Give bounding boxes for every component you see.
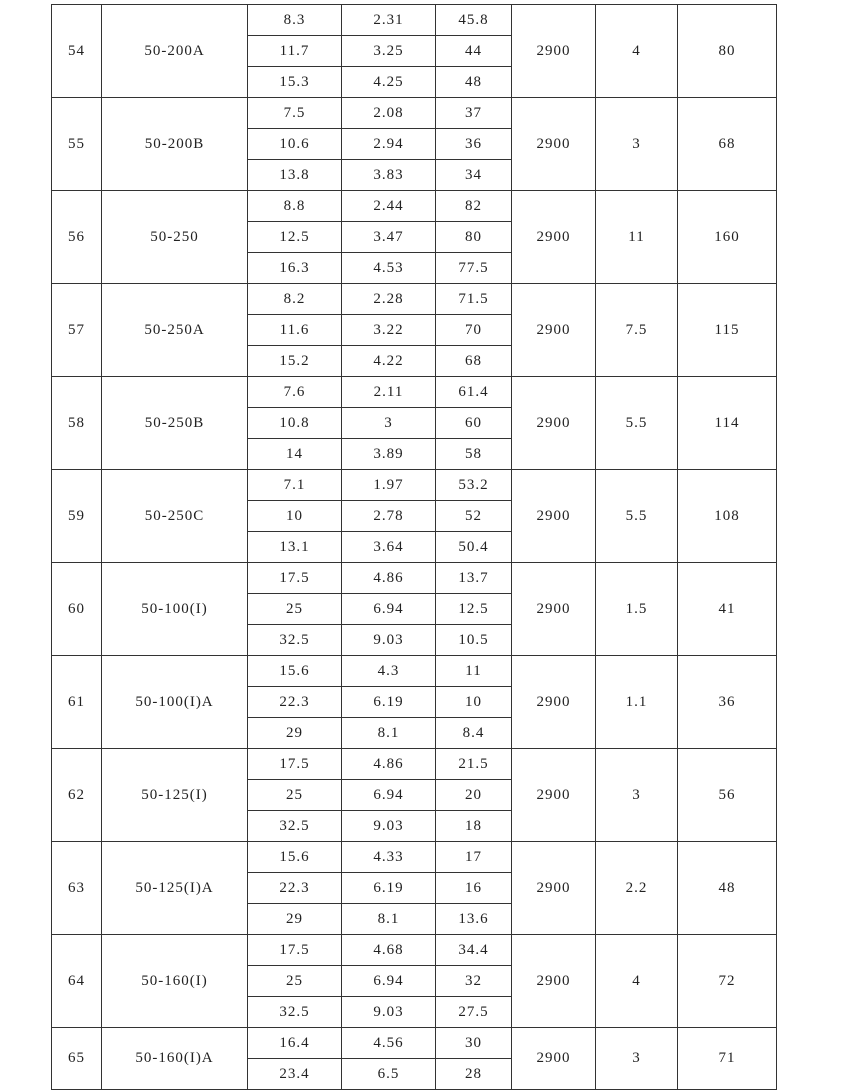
model-cell: 50-200A	[102, 5, 248, 98]
power-cell: 5.5	[596, 470, 678, 563]
head-cell: 68	[436, 346, 512, 377]
flow-m3h-cell: 17.5	[248, 563, 342, 594]
power-cell: 5.5	[596, 377, 678, 470]
flow-m3h-cell: 29	[248, 904, 342, 935]
weight-cell: 160	[678, 191, 777, 284]
flow-ls-cell: 2.44	[342, 191, 436, 222]
power-cell: 3	[596, 749, 678, 842]
flow-ls-cell: 8.1	[342, 718, 436, 749]
power-cell: 3	[596, 1028, 678, 1090]
flow-m3h-cell: 7.5	[248, 98, 342, 129]
flow-m3h-cell: 7.1	[248, 470, 342, 501]
flow-m3h-cell: 8.2	[248, 284, 342, 315]
head-cell: 61.4	[436, 377, 512, 408]
flow-m3h-cell: 10.6	[248, 129, 342, 160]
flow-ls-cell: 4.86	[342, 749, 436, 780]
flow-ls-cell: 3	[342, 408, 436, 439]
power-cell: 3	[596, 98, 678, 191]
model-cell: 50-160(I)A	[102, 1028, 248, 1090]
flow-m3h-cell: 32.5	[248, 997, 342, 1028]
flow-m3h-cell: 15.6	[248, 842, 342, 873]
head-cell: 30	[436, 1028, 512, 1059]
head-cell: 80	[436, 222, 512, 253]
head-cell: 16	[436, 873, 512, 904]
flow-ls-cell: 6.5	[342, 1059, 436, 1090]
weight-cell: 80	[678, 5, 777, 98]
row-number-cell: 56	[52, 191, 102, 284]
flow-ls-cell: 6.94	[342, 966, 436, 997]
flow-m3h-cell: 29	[248, 718, 342, 749]
flow-ls-cell: 4.33	[342, 842, 436, 873]
table-row	[52, 563, 777, 594]
head-cell: 60	[436, 408, 512, 439]
flow-m3h-cell: 17.5	[248, 749, 342, 780]
flow-m3h-cell: 25	[248, 966, 342, 997]
flow-ls-cell: 4.53	[342, 253, 436, 284]
head-cell: 12.5	[436, 594, 512, 625]
flow-ls-cell: 2.28	[342, 284, 436, 315]
head-cell: 71.5	[436, 284, 512, 315]
head-cell: 36	[436, 129, 512, 160]
row-number-cell: 55	[52, 98, 102, 191]
weight-cell: 71	[678, 1028, 777, 1090]
flow-ls-cell: 4.3	[342, 656, 436, 687]
head-cell: 27.5	[436, 997, 512, 1028]
weight-cell: 41	[678, 563, 777, 656]
flow-ls-cell: 3.47	[342, 222, 436, 253]
flow-ls-cell: 6.94	[342, 780, 436, 811]
head-cell: 34.4	[436, 935, 512, 966]
head-cell: 13.6	[436, 904, 512, 935]
head-cell: 50.4	[436, 532, 512, 563]
power-cell: 1.5	[596, 563, 678, 656]
table-row	[52, 191, 777, 222]
flow-ls-cell: 2.31	[342, 5, 436, 36]
flow-ls-cell: 2.94	[342, 129, 436, 160]
flow-m3h-cell: 25	[248, 780, 342, 811]
weight-cell: 115	[678, 284, 777, 377]
head-cell: 53.2	[436, 470, 512, 501]
table-row	[52, 377, 777, 408]
table-row	[52, 935, 777, 966]
row-number-cell: 62	[52, 749, 102, 842]
flow-m3h-cell: 8.8	[248, 191, 342, 222]
table-row	[52, 842, 777, 873]
flow-m3h-cell: 17.5	[248, 935, 342, 966]
flow-m3h-cell: 16.3	[248, 253, 342, 284]
speed-cell: 2900	[512, 5, 596, 98]
table-row	[52, 656, 777, 687]
head-cell: 8.4	[436, 718, 512, 749]
weight-cell: 68	[678, 98, 777, 191]
head-cell: 10.5	[436, 625, 512, 656]
table-row	[52, 470, 777, 501]
flow-ls-cell: 4.22	[342, 346, 436, 377]
flow-ls-cell: 3.64	[342, 532, 436, 563]
head-cell: 45.8	[436, 5, 512, 36]
power-cell: 4	[596, 935, 678, 1028]
head-cell: 70	[436, 315, 512, 346]
head-cell: 77.5	[436, 253, 512, 284]
speed-cell: 2900	[512, 191, 596, 284]
head-cell: 32	[436, 966, 512, 997]
power-cell: 4	[596, 5, 678, 98]
speed-cell: 2900	[512, 842, 596, 935]
flow-ls-cell: 2.11	[342, 377, 436, 408]
weight-cell: 108	[678, 470, 777, 563]
flow-m3h-cell: 7.6	[248, 377, 342, 408]
flow-ls-cell: 6.19	[342, 687, 436, 718]
speed-cell: 2900	[512, 377, 596, 470]
head-cell: 18	[436, 811, 512, 842]
speed-cell: 2900	[512, 935, 596, 1028]
weight-cell: 114	[678, 377, 777, 470]
flow-m3h-cell: 13.1	[248, 532, 342, 563]
flow-m3h-cell: 32.5	[248, 811, 342, 842]
flow-m3h-cell: 11.6	[248, 315, 342, 346]
weight-cell: 72	[678, 935, 777, 1028]
row-number-cell: 58	[52, 377, 102, 470]
head-cell: 13.7	[436, 563, 512, 594]
model-cell: 50-160(I)	[102, 935, 248, 1028]
head-cell: 52	[436, 501, 512, 532]
head-cell: 17	[436, 842, 512, 873]
model-cell: 50-125(I)A	[102, 842, 248, 935]
table-body	[52, 5, 777, 1090]
table-row	[52, 1028, 777, 1059]
flow-ls-cell: 2.78	[342, 501, 436, 532]
power-cell: 7.5	[596, 284, 678, 377]
speed-cell: 2900	[512, 1028, 596, 1090]
power-cell: 2.2	[596, 842, 678, 935]
flow-m3h-cell: 32.5	[248, 625, 342, 656]
row-number-cell: 61	[52, 656, 102, 749]
model-cell: 50-100(I)	[102, 563, 248, 656]
model-cell: 50-125(I)	[102, 749, 248, 842]
row-number-cell: 64	[52, 935, 102, 1028]
document-page	[51, 4, 777, 1090]
power-cell: 1.1	[596, 656, 678, 749]
flow-ls-cell: 6.94	[342, 594, 436, 625]
speed-cell: 2900	[512, 470, 596, 563]
flow-ls-cell: 2.08	[342, 98, 436, 129]
weight-cell: 48	[678, 842, 777, 935]
speed-cell: 2900	[512, 656, 596, 749]
flow-m3h-cell: 16.4	[248, 1028, 342, 1059]
flow-ls-cell: 9.03	[342, 625, 436, 656]
flow-m3h-cell: 23.4	[248, 1059, 342, 1090]
speed-cell: 2900	[512, 749, 596, 842]
head-cell: 48	[436, 67, 512, 98]
row-number-cell: 59	[52, 470, 102, 563]
weight-cell: 36	[678, 656, 777, 749]
weight-cell: 56	[678, 749, 777, 842]
flow-m3h-cell: 13.8	[248, 160, 342, 191]
flow-m3h-cell: 12.5	[248, 222, 342, 253]
flow-m3h-cell: 14	[248, 439, 342, 470]
flow-ls-cell: 3.22	[342, 315, 436, 346]
head-cell: 20	[436, 780, 512, 811]
table-row	[52, 749, 777, 780]
model-cell: 50-200B	[102, 98, 248, 191]
row-number-cell: 65	[52, 1028, 102, 1090]
flow-ls-cell: 1.97	[342, 470, 436, 501]
flow-ls-cell: 3.25	[342, 36, 436, 67]
row-number-cell: 54	[52, 5, 102, 98]
row-number-cell: 57	[52, 284, 102, 377]
flow-m3h-cell: 8.3	[248, 5, 342, 36]
flow-ls-cell: 4.86	[342, 563, 436, 594]
head-cell: 58	[436, 439, 512, 470]
head-cell: 11	[436, 656, 512, 687]
flow-m3h-cell: 22.3	[248, 873, 342, 904]
flow-ls-cell: 6.19	[342, 873, 436, 904]
row-number-cell: 63	[52, 842, 102, 935]
flow-ls-cell: 9.03	[342, 811, 436, 842]
speed-cell: 2900	[512, 98, 596, 191]
flow-m3h-cell: 15.6	[248, 656, 342, 687]
power-cell: 11	[596, 191, 678, 284]
flow-m3h-cell: 15.2	[248, 346, 342, 377]
flow-ls-cell: 3.89	[342, 439, 436, 470]
model-cell: 50-250B	[102, 377, 248, 470]
flow-m3h-cell: 22.3	[248, 687, 342, 718]
flow-m3h-cell: 25	[248, 594, 342, 625]
model-cell: 50-250C	[102, 470, 248, 563]
table-row	[52, 98, 777, 129]
pump-spec-table	[51, 4, 777, 1090]
head-cell: 28	[436, 1059, 512, 1090]
flow-ls-cell: 4.25	[342, 67, 436, 98]
head-cell: 44	[436, 36, 512, 67]
model-cell: 50-100(I)A	[102, 656, 248, 749]
head-cell: 10	[436, 687, 512, 718]
flow-ls-cell: 9.03	[342, 997, 436, 1028]
flow-ls-cell: 4.68	[342, 935, 436, 966]
model-cell: 50-250A	[102, 284, 248, 377]
table-row	[52, 284, 777, 315]
flow-m3h-cell: 10	[248, 501, 342, 532]
flow-ls-cell: 8.1	[342, 904, 436, 935]
speed-cell: 2900	[512, 563, 596, 656]
flow-m3h-cell: 15.3	[248, 67, 342, 98]
head-cell: 37	[436, 98, 512, 129]
flow-ls-cell: 3.83	[342, 160, 436, 191]
model-cell: 50-250	[102, 191, 248, 284]
head-cell: 21.5	[436, 749, 512, 780]
flow-m3h-cell: 10.8	[248, 408, 342, 439]
row-number-cell: 60	[52, 563, 102, 656]
speed-cell: 2900	[512, 284, 596, 377]
head-cell: 82	[436, 191, 512, 222]
head-cell: 34	[436, 160, 512, 191]
flow-m3h-cell: 11.7	[248, 36, 342, 67]
table-row	[52, 5, 777, 36]
flow-ls-cell: 4.56	[342, 1028, 436, 1059]
